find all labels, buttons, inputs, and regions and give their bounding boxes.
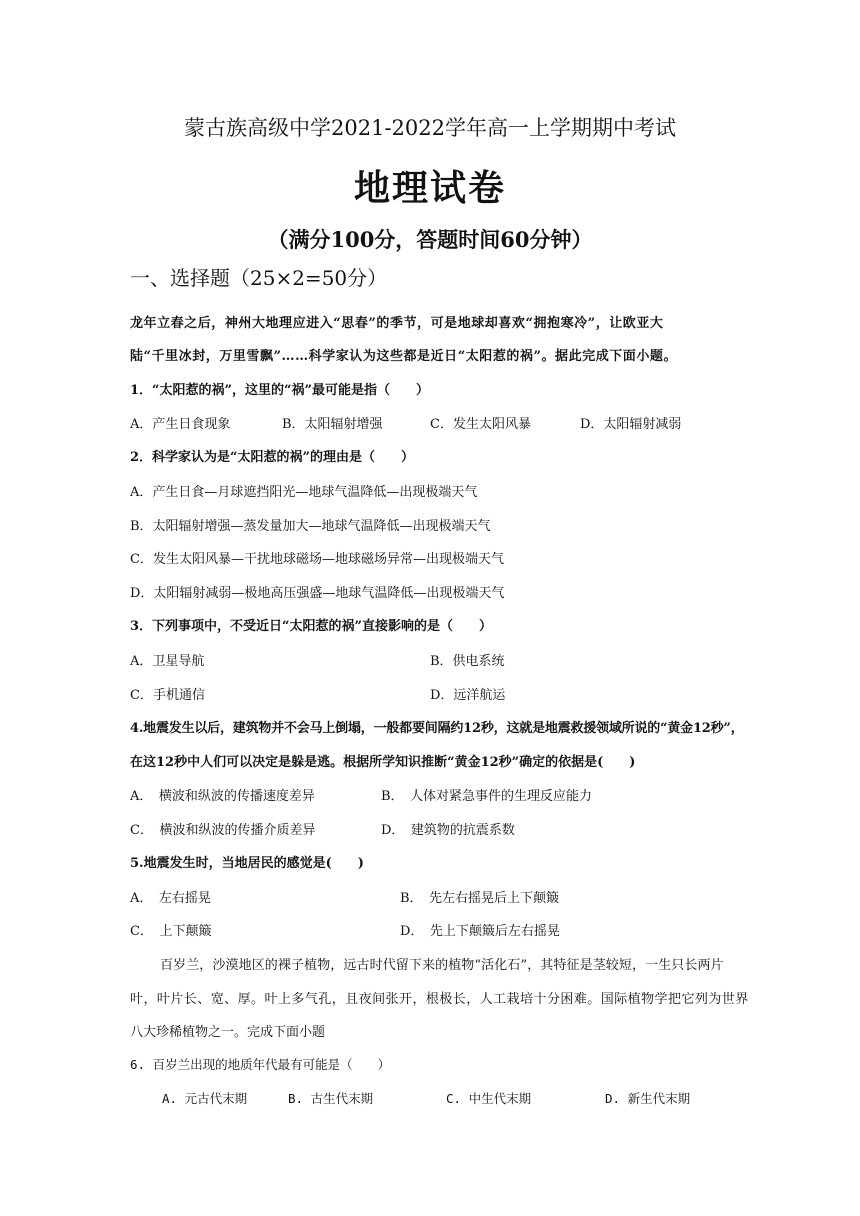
question-3-stem: 3．下列事项中，不受近日“太阳惹的祸”直接影响的是（ ） (130, 619, 493, 634)
question-6-option-c: C. 中生代末期 (446, 1091, 532, 1106)
question-1-option-a: A．产生日食现象 (130, 417, 231, 432)
school-title: 蒙古族高级中学2021-2022学年高一上学期期中考试 (184, 116, 676, 140)
exam-info: （满分100分，答题时间60分钟） (267, 227, 593, 252)
question-5-option-a: A． 左右摇晃 (130, 891, 211, 906)
question-1-option-d: D．太阳辐射减弱 (580, 417, 682, 432)
passage-2-line-1: 百岁兰，沙漠地区的裸子植物，远古时代留下来的植物“活化石”，其特征是茎较短，一生只长两片 (160, 958, 724, 973)
question-6-option-a: A. 元古代末期 (162, 1091, 248, 1106)
question-2-option-d: D．太阳辐射减弱—极地高压强盛—地球气温降低—出现极端天气 (130, 586, 505, 601)
question-2-option-a: A．产生日食—月球遮挡阳光—地球气温降低—出现极端天气 (130, 485, 478, 500)
section-heading: 一、选择题（25×2=50分） (130, 266, 388, 290)
question-4-option-a: A． 横波和纵波的传播速度差异 (130, 789, 315, 804)
question-2-option-c: C．发生太阳风暴—干扰地球磁场—地球磁场异常—出现极端天气 (130, 552, 504, 567)
subject-title: 地理试卷 (353, 168, 506, 209)
question-2-option-b: B．太阳辐射增强—蒸发量加大—地球气温降低—出现极端天气 (130, 519, 491, 534)
question-2-stem: 2．科学家认为是“太阳惹的祸”的理由是（ ） (130, 450, 415, 465)
question-3-option-c: C．手机通信 (130, 688, 205, 703)
question-3-option-b: B．供电系统 (430, 654, 505, 669)
question-5-option-c: C． 上下颠簸 (130, 924, 212, 939)
passage-2-line-3: 八大珍稀植物之一。完成下面小题 (130, 1025, 326, 1040)
passage-2-line-2: 叶，叶片长、宽、厚。叶上多气孔，且夜间张开，根极长，人工栽培十分困难。国际植物学把它列为世界 (130, 992, 749, 1007)
question-5-option-b: B． 先左右摇晃后上下颠簸 (400, 891, 560, 906)
question-3-option-d: D．远洋航运 (430, 688, 506, 703)
question-6-option-d: D. 新生代末期 (605, 1091, 691, 1106)
question-4-option-d: D． 建筑物的抗震系数 (381, 823, 515, 838)
question-1-option-b: B．太阳辐射增强 (282, 417, 383, 432)
question-5-stem: 5.地震发生时，当地居民的感觉是( ) (130, 856, 364, 871)
question-4-stem-line-1: 4.地震发生以后，建筑物并不会马上倒塌，一般都要间隔约12秒，这就是地震救援领域所说的“黄金12秒”， (130, 721, 744, 736)
question-1-option-c: C．发生太阳风暴 (430, 417, 531, 432)
question-4-stem-line-2: 在这12秒中人们可以决定是躲是逃。根据所学知识推断“黄金12秒”确定的依据是( ) (130, 755, 636, 770)
passage-1-line-2: 陆“千里冰封，万里雪飘”……科学家认为这些都是近日“太阳惹的祸”。据此完成下面小题。 (130, 349, 678, 364)
question-5-option-d: D． 先上下颠簸后左右摇晃 (400, 924, 560, 939)
question-4-option-c: C． 横波和纵波的传播介质差异 (130, 823, 316, 838)
question-3-option-a: A．卫星导航 (130, 654, 205, 669)
question-1-stem: 1．“太阳惹的祸”，这里的“祸”最可能是指（ ） (130, 383, 429, 398)
question-6-option-b: B. 古生代末期 (288, 1091, 374, 1106)
passage-1-line-1: 龙年立春之后，神州大地理应进入“思春”的季节，可是地球却喜欢“拥抱寒冷”，让欧亚大 (130, 316, 664, 331)
question-6-stem: 6. 百岁兰出现的地质年代最有可能是（ ） (130, 1057, 391, 1072)
question-4-option-b: B． 人体对紧急事件的生理反应能力 (381, 789, 593, 804)
